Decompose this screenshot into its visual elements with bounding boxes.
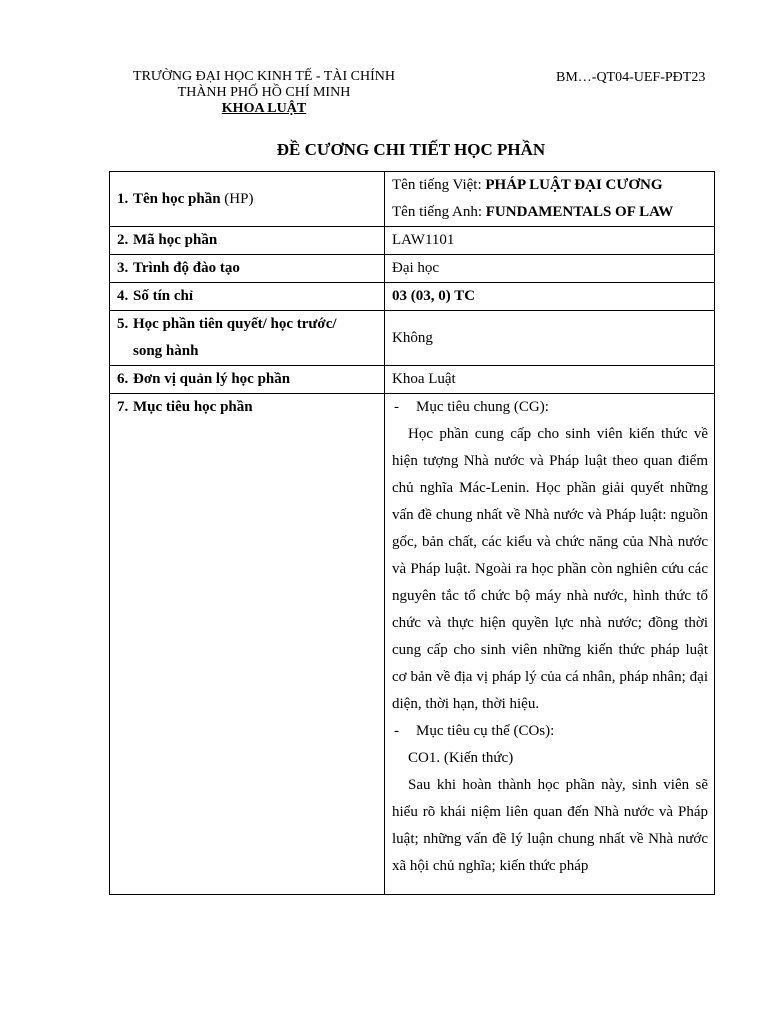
row-label-level [110, 255, 385, 283]
row-value-course-name [385, 172, 715, 227]
document-title: ĐỀ CƯƠNG CHI TIẾT HỌC PHẦN [276, 140, 546, 159]
vn-prefix: Tên tiếng Việt: [392, 177, 486, 193]
label-text-line1: Học phần tiên quyết/ học trước/ [133, 316, 337, 332]
specific-objective-heading [392, 718, 708, 745]
co1-heading: CO1. (Kiến thức) [408, 750, 514, 766]
row-value-level: Đại học [385, 255, 715, 283]
heading-text: Mục tiêu chung (CG): [416, 399, 549, 415]
en-course-name: FUNDAMENTALS OF LAW [485, 204, 674, 220]
dash-bullet: - [394, 723, 399, 739]
vn-course-name: PHÁP LUẬT ĐẠI CƯƠNG [485, 177, 663, 193]
label-text: Số tín chỉ [133, 288, 194, 304]
table-row [110, 311, 715, 366]
row-value-credits [385, 283, 715, 311]
row-label-course-name [110, 172, 385, 227]
row-number: 1. [117, 190, 129, 207]
row-number: 3. [117, 260, 129, 276]
row-number: 5. [117, 316, 129, 332]
vietnamese-name [392, 172, 708, 199]
table-row [110, 394, 715, 895]
row-value-course-code: LAW1101 [385, 227, 715, 255]
form-code: BM…-QT04-UEF-PĐT23 [556, 70, 706, 85]
row-value-managing-unit: Khoa Luật [385, 366, 715, 394]
row-number: 7. [117, 399, 129, 415]
credits-value: 03 (03, 0) TC [392, 288, 476, 304]
row-number: 4. [117, 288, 129, 304]
label-text: Mục tiêu học phần [133, 399, 253, 415]
dash-bullet: - [394, 399, 399, 415]
table-row [110, 227, 715, 255]
row-label-managing-unit [110, 366, 385, 394]
row-number: 6. [117, 371, 129, 387]
general-objective-heading [392, 394, 708, 421]
label-text: Mã học phần [133, 232, 218, 248]
en-prefix: Tên tiếng Anh: [392, 204, 486, 220]
row-value-prerequisite: Không [385, 311, 715, 366]
label-suffix: (HP) [220, 190, 254, 207]
row-label-objectives [110, 394, 385, 895]
label-text: Tên học phần [133, 190, 221, 207]
table-row [110, 366, 715, 394]
department-name: KHOA LUẬT [221, 101, 307, 116]
row-label-prerequisite [110, 311, 385, 366]
row-number: 2. [117, 232, 129, 248]
row-label-credits [110, 283, 385, 311]
heading-text: Mục tiêu cụ thể (COs): [416, 723, 555, 739]
table-row [110, 172, 715, 227]
label-text: Đơn vị quản lý học phần [133, 371, 291, 387]
label-text-line2: song hành [133, 343, 199, 359]
table-row [110, 283, 715, 311]
university-name-line1: TRƯỜNG ĐẠI HỌC KINH TẾ - TÀI CHÍNH [133, 69, 395, 84]
english-name [392, 199, 708, 226]
row-value-objectives [385, 394, 715, 895]
table-row [110, 255, 715, 283]
university-name-line2: THÀNH PHỐ HỒ CHÍ MINH [177, 85, 351, 100]
row-label-course-code [110, 227, 385, 255]
general-objective-text: Học phần cung cấp cho sinh viên kiến thức về hiện tượng Nhà nước và Pháp luật theo quan điểm chủ nghĩa Mác-Lenin. Học phần giải quyết những vấn đề chung nhất về Nhà nước và Pháp luật: nguồn gốc, bản chất, các kiểu và chức năng của Nhà nước và Pháp luật. Ngoài ra học phần còn nghiên cứu các nguyên tắc tổ chức bộ máy nhà nước, hình thức tổ chức và thực hiện quyền lực nhà nước; đồng thời cung cấp cho sinh viên những kiến thức pháp luật cơ bản về địa vị pháp lý của cá nhân, pháp nhân; đại diện, thời hạn, thời hiệu. [392, 426, 708, 712]
course-outline-table [109, 171, 715, 895]
institution-header [108, 69, 420, 117]
label-text: Trình độ đào tạo [133, 260, 240, 276]
co1-text: Sau khi hoàn thành học phần này, sinh viên sẽ hiểu rõ khái niệm liên quan đến Nhà nước và Pháp luật; những vấn đề lý luận chung nhất về Nhà nước xã hội chủ nghĩa; kiến thức pháp [392, 777, 708, 874]
